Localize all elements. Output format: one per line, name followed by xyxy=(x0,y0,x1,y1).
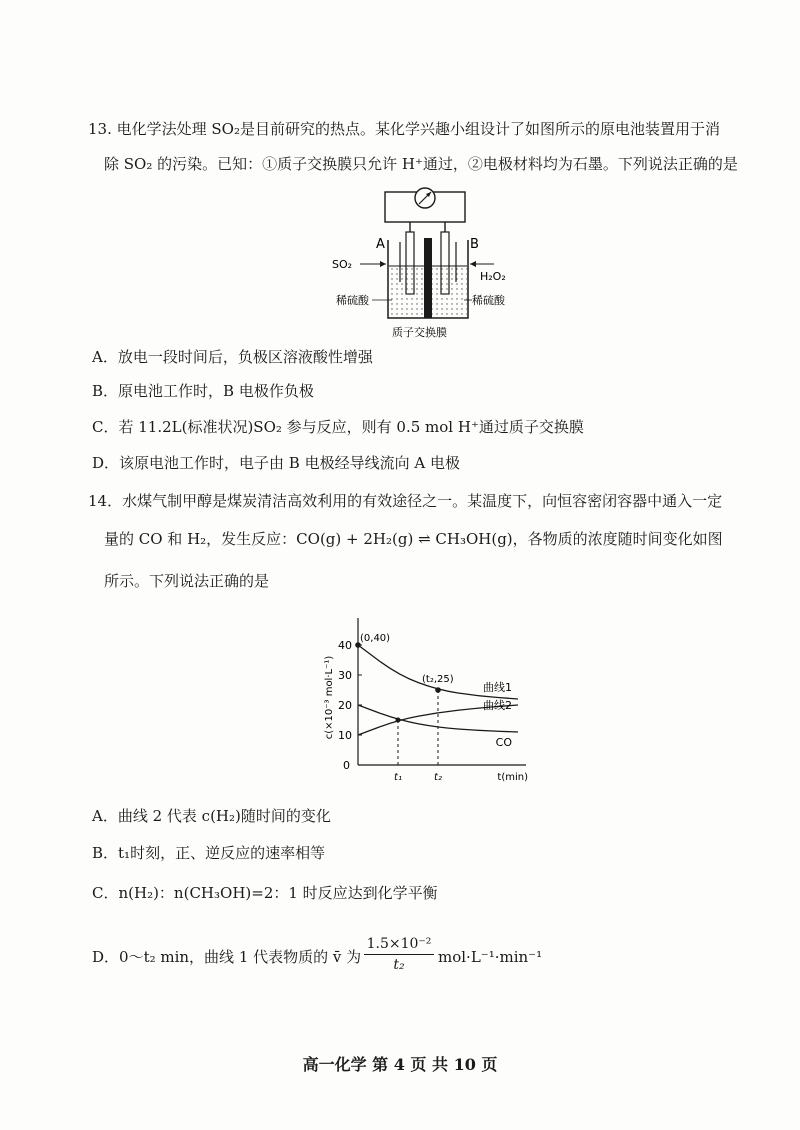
y-tick-label: 20 xyxy=(338,699,352,712)
q13-stem-line1: 13. 电化学法处理 SO₂是目前研究的热点。某化学兴趣小组设计了如图所示的原电池装置用于消 xyxy=(88,120,720,138)
label-h2o2: H₂O₂ xyxy=(480,270,506,283)
point-t2 xyxy=(435,687,441,693)
proton-exchange-membrane xyxy=(424,238,432,318)
point-t1-intersection xyxy=(396,718,401,723)
galvanic-cell-diagram xyxy=(320,182,520,342)
q13-option-a: A．放电一段时间后，负极区溶液酸性增强 xyxy=(92,348,373,366)
annotation-start: (0,40) xyxy=(360,633,391,644)
q14-stem-line2: 量的 CO 和 H₂，发生反应：CO(g) + 2H₂(g) ⇌ CH₃OH(g)，各物质的浓度随时间变化如图 xyxy=(104,530,723,548)
t1-tick-label: t₁ xyxy=(394,772,402,783)
page-footer: 高一化学 第 4 页 共 10 页 xyxy=(302,1055,498,1074)
x-axis-label: t(min) xyxy=(497,772,528,783)
q14-option-d-fraction xyxy=(364,936,434,973)
label-a: A xyxy=(376,237,385,252)
annotation-t2: (t₂,25) xyxy=(422,674,454,685)
label-so2: SO₂ xyxy=(332,258,353,271)
y-tick-label: 30 xyxy=(338,669,352,682)
label-b: B xyxy=(470,237,479,252)
label-acid-right: 稀硫酸 xyxy=(472,294,505,307)
y-tick-label: 40 xyxy=(338,639,352,652)
origin-label: 0 xyxy=(343,759,350,772)
q14-stem-line1: 14．水煤气制甲醇是煤炭清洁高效利用的有效途径之一。某温度下，向恒容密闭容器中通入一定 xyxy=(88,492,723,510)
q13-option-d: D．该原电池工作时，电子由 B 电极经导线流向 A 电极 xyxy=(92,454,460,472)
q14-stem-line3: 所示。下列说法正确的是 xyxy=(104,572,270,590)
concentration-time-chart xyxy=(318,610,538,790)
t2-tick-label: t₂ xyxy=(434,772,442,783)
y-tick-label: 10 xyxy=(338,729,352,742)
curve-co-label: CO xyxy=(495,736,512,749)
q13-option-c: C．若 11.2L(标准状况)SO₂ 参与反应，则有 0.5 mol H⁺通过质子交换膜 xyxy=(92,418,584,436)
label-membrane: 质子交换膜 xyxy=(392,326,447,339)
fraction-denominator: t₂ xyxy=(393,957,405,973)
q13-stem-line2: 除 SO₂ 的污染。已知：①质子交换膜只允许 H⁺通过，②电极材料均为石墨。下列说法正确的是 xyxy=(104,155,738,173)
q14-option-d-unit: mol·L⁻¹·min⁻¹ xyxy=(438,948,543,966)
q14-option-a: A．曲线 2 代表 c(H₂)随时间的变化 xyxy=(92,807,331,825)
q14-option-d-prefix: D．0～t₂ min，曲线 1 代表物质的 v̄ 为 xyxy=(92,948,362,966)
q14-option-b: B．t₁时刻，正、逆反应的速率相等 xyxy=(92,844,326,862)
q14-option-c: C．n(H₂)：n(CH₃OH)=2：1 时反应达到化学平衡 xyxy=(92,884,438,902)
curve-1-label: 曲线1 xyxy=(483,681,512,694)
label-acid-left: 稀硫酸 xyxy=(336,294,369,307)
y-axis-label: c(×10⁻³ mol·L⁻¹) xyxy=(324,655,335,740)
curve-2-label: 曲线2 xyxy=(483,699,512,712)
q13-option-b: B．原电池工作时，B 电极作负极 xyxy=(92,382,314,400)
fraction-numerator: 1.5×10⁻² xyxy=(364,936,434,955)
